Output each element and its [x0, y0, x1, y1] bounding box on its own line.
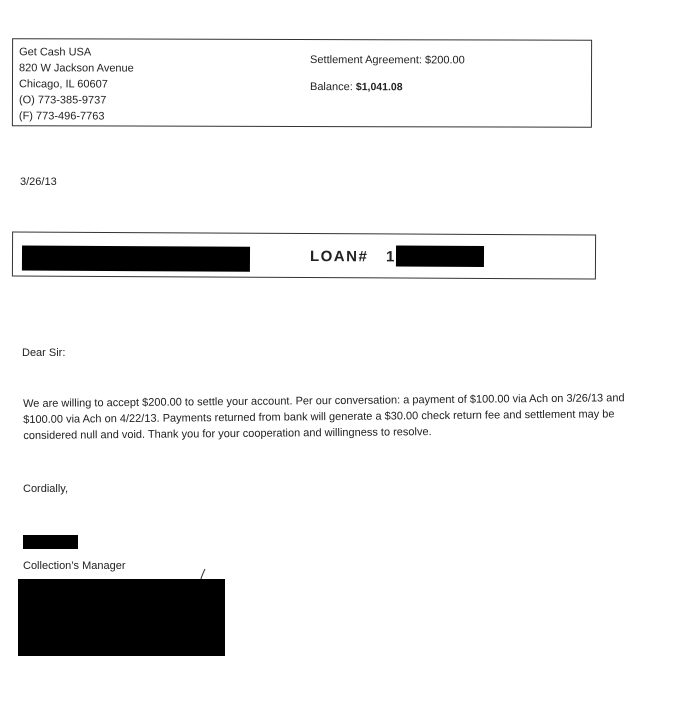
- sender-address-block: [19, 44, 134, 124]
- redacted-signature: [18, 579, 225, 656]
- company-phone: (O) 773-385-9737: [18, 94, 107, 107]
- settlement-label: Settlement Agreement:: [310, 54, 422, 67]
- redacted-loan-number: [396, 245, 484, 266]
- company-street: 820 W Jackson Avenue: [19, 62, 134, 75]
- loan-box: [12, 231, 596, 279]
- settlement-agreement: [310, 54, 465, 66]
- balance-amount: $1,041.08: [355, 81, 403, 94]
- body-line: $100.00 via Ach on 4/22/13. Payments returned from bank will generate a $30.00 check return fee and settlement may be: [23, 408, 615, 426]
- letter-body: [23, 390, 643, 444]
- company-fax: (F) 773-496-7763: [18, 110, 105, 123]
- company-name: Get Cash USA: [19, 46, 92, 59]
- redacted-signer-name: [23, 535, 78, 549]
- signer-title: Collection’s Manager: [23, 560, 126, 572]
- closing: Cordially,: [23, 483, 69, 495]
- body-line: considered null and void. Thank you for your cooperation and willingness to resolve.: [23, 426, 432, 442]
- salutation: Dear Sir:: [22, 347, 66, 359]
- redacted-borrower-name: [22, 246, 250, 272]
- body-line: We are willing to accept $200.00 to settle your account. Per our conversation: a payment of $100.00 via Ach on 3/26/13 and: [23, 392, 625, 410]
- loan-label: LOAN#: [309, 248, 369, 266]
- settlement-amount: $200.00: [425, 54, 465, 67]
- header-box: [12, 38, 592, 128]
- loan-number-visible-digit: 1: [385, 248, 395, 266]
- balance: [310, 81, 403, 93]
- letter-date: 3/26/13: [20, 176, 57, 188]
- company-city: Chicago, IL 60607: [18, 78, 108, 91]
- balance-label: Balance:: [309, 81, 353, 94]
